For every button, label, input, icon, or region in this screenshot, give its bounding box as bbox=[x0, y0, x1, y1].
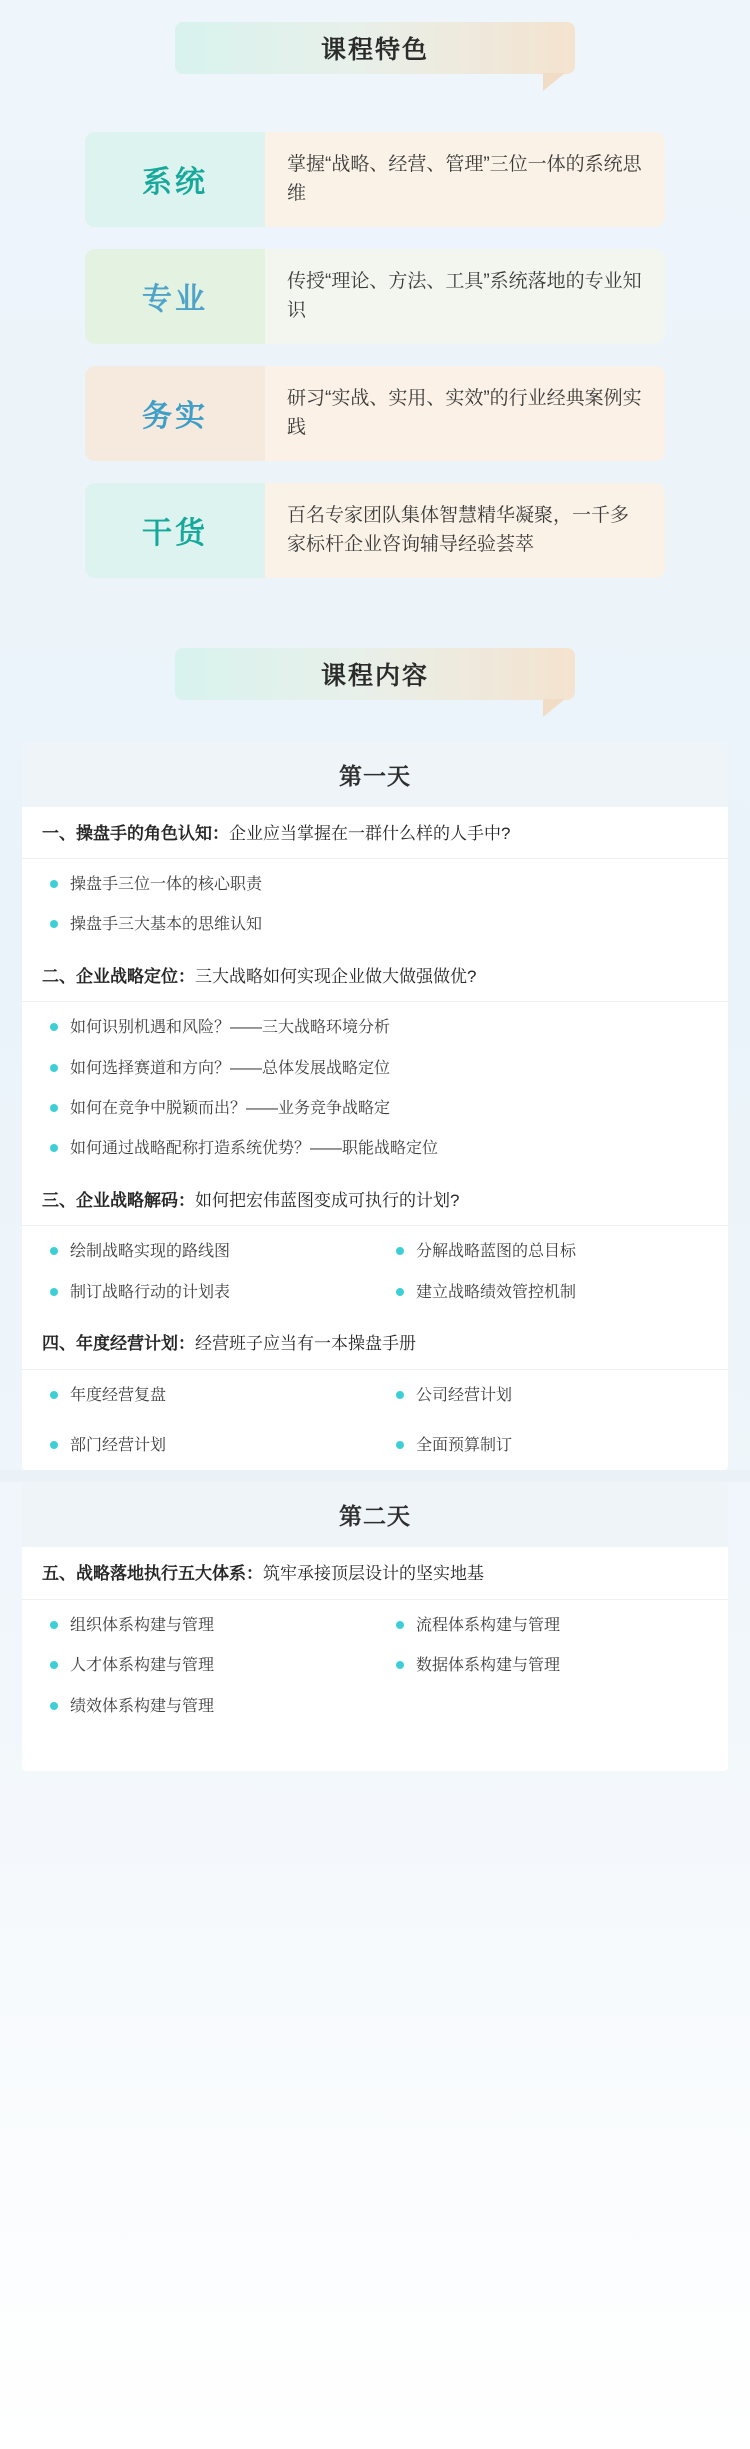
list-item-label: 如何识别机遇和风险？——三大战略环境分析 bbox=[70, 1019, 391, 1037]
features-banner-body bbox=[175, 22, 575, 74]
feature-row bbox=[85, 132, 665, 227]
topic-title bbox=[42, 1561, 708, 1587]
topic-lead: 企业战略定位： bbox=[76, 966, 195, 986]
day-card bbox=[22, 1482, 728, 1771]
feature-row bbox=[85, 249, 665, 344]
list-item bbox=[382, 1273, 728, 1313]
list-item bbox=[36, 1376, 382, 1416]
bullet-dot-icon bbox=[50, 1064, 58, 1072]
bullet-list bbox=[22, 1226, 728, 1317]
topic-number: 二、 bbox=[42, 966, 76, 986]
list-item bbox=[382, 1232, 728, 1272]
topic-block bbox=[22, 1174, 728, 1227]
bullet-list bbox=[22, 1600, 728, 1731]
list-item-label: 人才体系构建与管理 bbox=[70, 1657, 215, 1675]
bullet-dot-icon bbox=[50, 1144, 58, 1152]
list-item bbox=[36, 1687, 382, 1727]
list-item-label: 如何在竞争中脱颖而出？——业务竞争战略定 bbox=[70, 1100, 391, 1118]
list-item bbox=[36, 905, 728, 945]
list-item-label: 组织体系构建与管理 bbox=[70, 1616, 215, 1634]
topic-lead: 年度经营计划： bbox=[76, 1334, 195, 1354]
bullet-dot-icon bbox=[50, 1247, 58, 1255]
list-item bbox=[36, 1232, 382, 1272]
section-divider bbox=[0, 1470, 750, 1482]
feature-key: 干货 bbox=[85, 483, 265, 578]
list-item bbox=[36, 1049, 728, 1089]
list-item-label: 如何通过战略配称打造系统优势？——职能战略定位 bbox=[70, 1140, 439, 1158]
bullet-dot-icon bbox=[396, 1288, 404, 1296]
topic-block bbox=[22, 1547, 728, 1600]
content-section bbox=[0, 648, 750, 1772]
list-item bbox=[36, 1273, 382, 1313]
bullet-list bbox=[22, 859, 728, 950]
list-item-label: 全面预算制订 bbox=[416, 1437, 513, 1455]
bullet-dot-icon bbox=[396, 1661, 404, 1669]
topic-number: 五、 bbox=[42, 1564, 76, 1584]
bullet-dot-icon bbox=[50, 920, 58, 928]
feature-text: 传授“理论、方法、工具”系统落地的专业知识 bbox=[265, 249, 665, 344]
bullet-list bbox=[22, 1370, 728, 1471]
list-item-label: 绘制战略实现的路线图 bbox=[70, 1243, 231, 1261]
topic-rest: 三大战略如何实现企业做大做强做优? bbox=[195, 966, 477, 986]
bullet-list bbox=[22, 1002, 728, 1174]
feature-text: 研习“实战、实用、实效”的行业经典案例实践 bbox=[265, 366, 665, 461]
feature-key: 务实 bbox=[85, 366, 265, 461]
list-item bbox=[36, 1646, 382, 1686]
feature-row bbox=[85, 483, 665, 578]
content-banner-title: 课程内容 bbox=[320, 661, 429, 690]
list-item bbox=[36, 1129, 728, 1169]
features-banner bbox=[175, 22, 575, 74]
list-item bbox=[36, 1089, 728, 1129]
list-item-label: 操盘手三位一体的核心职责 bbox=[70, 876, 263, 893]
bullet-dot-icon bbox=[50, 1023, 58, 1031]
list-item-label: 建立战略绩效管控机制 bbox=[416, 1283, 577, 1301]
topic-lead: 操盘手的角色认知： bbox=[76, 823, 229, 843]
topic-rest: 筑牢承接顶层设计的坚实地基 bbox=[263, 1564, 484, 1584]
bullet-dot-icon bbox=[396, 1391, 404, 1399]
list-item-label: 操盘手三大基本的思维认知 bbox=[70, 916, 263, 934]
bullet-dot-icon bbox=[50, 1104, 58, 1112]
feature-key: 专业 bbox=[85, 249, 265, 344]
topic-title bbox=[42, 964, 708, 990]
day-card bbox=[22, 742, 728, 1471]
feature-text: 掌握“战略、经营、管理”三位一体的系统思维 bbox=[265, 132, 665, 227]
bullet-dot-icon bbox=[396, 1621, 404, 1629]
list-item bbox=[382, 1376, 728, 1416]
topic-title bbox=[42, 821, 708, 847]
topic-rest: 经营班子应当有一本操盘手册 bbox=[195, 1334, 416, 1354]
list-item bbox=[382, 1646, 728, 1686]
list-item-label: 绩效体系构建与管理 bbox=[70, 1697, 215, 1715]
topic-number: 四、 bbox=[42, 1334, 76, 1354]
bullet-dot-icon bbox=[50, 880, 58, 888]
card-bottom-space bbox=[22, 1731, 728, 1771]
topic-title bbox=[42, 1188, 708, 1214]
list-item-label: 数据体系构建与管理 bbox=[416, 1657, 561, 1675]
list-item-label: 年度经营复盘 bbox=[70, 1386, 167, 1404]
bullet-dot-icon bbox=[50, 1288, 58, 1296]
bullet-dot-icon bbox=[50, 1661, 58, 1669]
content-banner bbox=[175, 648, 575, 700]
topic-block bbox=[22, 1317, 728, 1370]
banner-tail-shape bbox=[543, 73, 565, 91]
list-item-label: 制订战略行动的计划表 bbox=[70, 1283, 231, 1301]
features-banner-title: 课程特色 bbox=[320, 36, 429, 64]
feature-row bbox=[85, 366, 665, 461]
topic-lead: 战略落地执行五大体系： bbox=[76, 1564, 263, 1584]
list-item bbox=[36, 865, 728, 905]
content-banner-body bbox=[175, 648, 575, 700]
list-item bbox=[382, 1426, 728, 1466]
topic-block bbox=[22, 950, 728, 1003]
topic-block bbox=[22, 807, 728, 860]
topic-number: 一、 bbox=[42, 823, 76, 843]
banner-tail-shape bbox=[543, 699, 565, 717]
list-item bbox=[36, 1008, 728, 1048]
bullet-dot-icon bbox=[396, 1441, 404, 1449]
topic-rest: 如何把宏伟蓝图变成可执行的计划? bbox=[195, 1190, 460, 1210]
list-item bbox=[36, 1426, 382, 1466]
topic-title bbox=[42, 1331, 708, 1357]
topic-lead: 企业战略解码： bbox=[76, 1190, 195, 1210]
bullet-dot-icon bbox=[50, 1621, 58, 1629]
list-item-label: 公司经营计划 bbox=[416, 1386, 513, 1404]
feature-key: 系统 bbox=[85, 132, 265, 227]
topic-number: 三、 bbox=[42, 1190, 76, 1210]
list-item-label: 流程体系构建与管理 bbox=[416, 1616, 561, 1634]
bullet-dot-icon bbox=[50, 1441, 58, 1449]
bullet-dot-icon bbox=[50, 1391, 58, 1399]
day-header: 第二天 bbox=[22, 1482, 728, 1547]
bullet-dot-icon bbox=[50, 1702, 58, 1710]
feature-text: 百名专家团队集体智慧精华凝聚，一千多家标杆企业咨询辅导经验荟萃 bbox=[265, 483, 665, 578]
topic-rest: 企业应当掌握在一群什么样的人手中? bbox=[229, 823, 511, 843]
list-item-label: 如何选择赛道和方向？——总体发展战略定位 bbox=[70, 1059, 391, 1077]
bullet-dot-icon bbox=[396, 1247, 404, 1255]
list-item bbox=[36, 1606, 382, 1646]
day-header: 第一天 bbox=[22, 742, 728, 807]
list-item-label: 部门经营计划 bbox=[70, 1437, 167, 1455]
features-list bbox=[85, 132, 665, 578]
list-item-label: 分解战略蓝图的总目标 bbox=[416, 1243, 577, 1261]
list-item bbox=[382, 1606, 728, 1646]
